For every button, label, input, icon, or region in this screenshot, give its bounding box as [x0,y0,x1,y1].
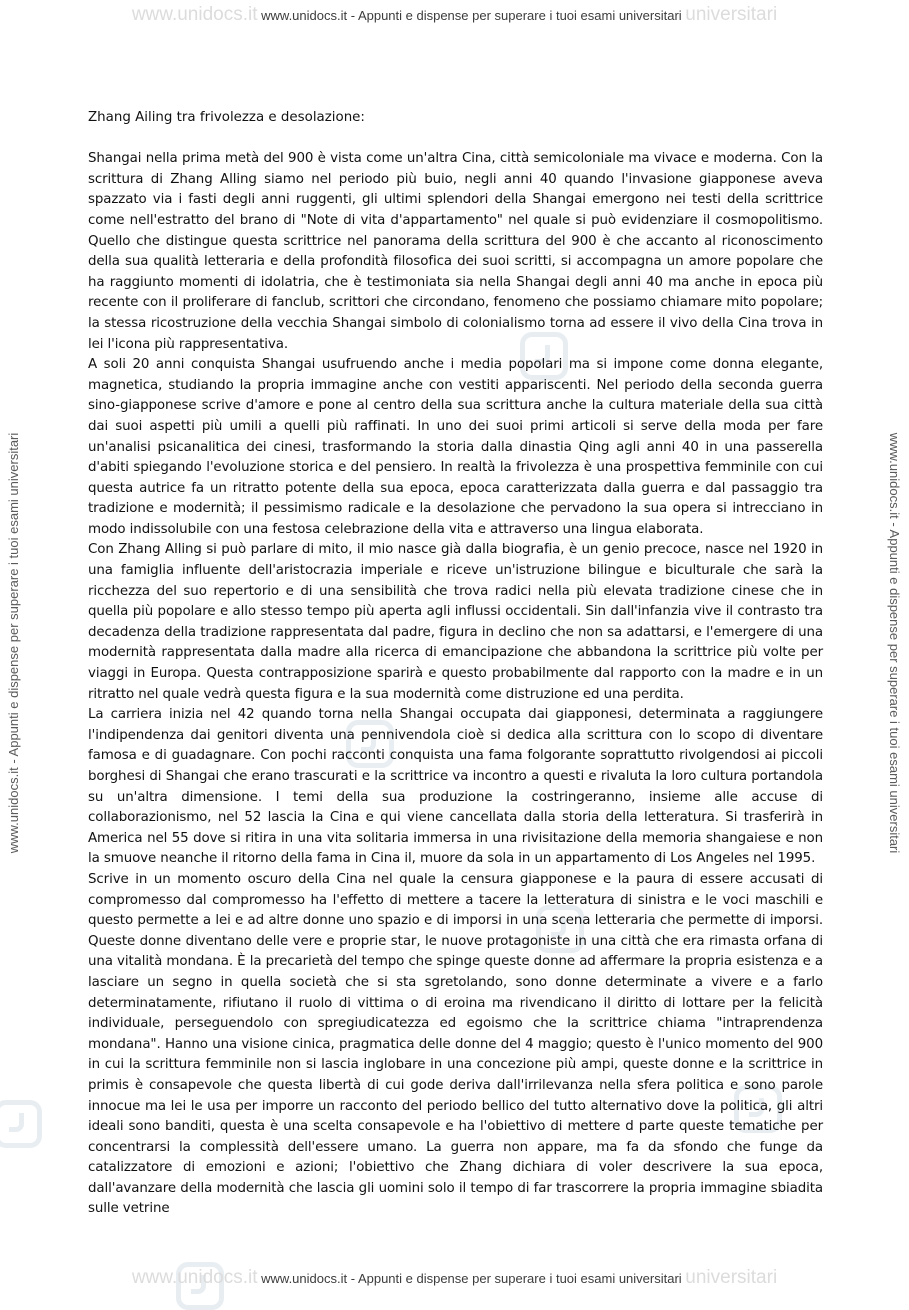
footer-ghost-left: www.unidocs.it [131,1267,258,1288]
paragraph-biography: Con Zhang Alling si può parlare di mito, il mio nasce già dalla biografia, è un genio precoce, nasce nel 1920 in una famiglia influente dell'aristocrazia imperiale e riceve un'istruzione bilingue e biculturale che sarà la ricchezza del suo repertorio e di una sensibilità che trova radici nella più elevata tradizione cinese che in quella più popolare e allo stesso tempo più aperta agli influssi occidentali. Sin dall'infanzia vive il contrasto tra decadenza della tradizione rappresentata dal padre, figura in declino che non sa adattarsi, e l'emergere di una modernità rappresentata dalla madre alla ricerca di emancipazione che abbandona la scrittrice più volte per viaggi in Europa. Questa contrapposizione sparirà e questo probabilmente dal rapporto con la madre e in un ritratto nel quale vedrà questa figura e la sua modernità come distruzione ed una perdita. [88,542,823,702]
paragraph-shangai-intro: Shangai nella prima metà del 900 è vista come un'altra Cina, città semicoloniale ma vivace e moderna. Con la scrittura di Zhang Alling siamo nel periodo più buio, negli anni 40 quando l'invasione giapponese aveva spazzato via i fasti degli anni ruggenti, gli ultimi splendori della Shangai emergono nei testi della scrittrice come nell'estratto del brano di "Note di vita d'appartamento" nel quale si può evidenziare il cosmopolitismo. Quello che distingue questa scrittrice nel panorama della scrittura del 900 è che accanto al riconoscimento della sua qualità letteraria e della profondità filosofica dei suoi scritti, si accompagna un amore popolare che ha raggiunto momenti di idolatria, che è testimoniata sia nella Shangai degli anni 40 ma anche in epoca più recente con il proliferare di fanclub, scrittori che circondano, fenomeno che possiamo chiamare mito popolare; la stessa ricostruzione della vecchia Shangai simbolo di colonialismo torna ad essere il vivo della Cina trova in lei l'icona più rappresentativa. [88,151,823,352]
paragraph-career: La carriera inizia nel 42 quando torna nella Shangai occupata dai giapponesi, determinata a raggiungere l'indipendenza dai genitori diventa una pennivendola cioè si dedica alla scrittura con lo scopo di diventare famosa e di guadagnare. Con pochi racconti conquista una fama folgorante soprattutto rivolgendosi ai piccoli borghesi di Shangai che erano trascurati e la scrittrice va incontro a questi e rivaluta la loro cultura portandola su un'altra dimensione. I temi della sua produzione la costringeranno, insieme alle accuse di collaborazionismo, nel 52 lascia la Cina e qui viene cancellata dalla storia della letteratura. Si trasferirà in America nel 55 dove si ritira in una vita solitaria immersa in una rivisitazione della memoria shangaiese e non la smuove neanche il ritorno della fama in Cina il, muore da sola in un appartamento di Los Angeles nel 1995. [88,707,823,867]
paragraph-women-writers: Scrive in un momento oscuro della Cina nel quale la censura giapponese e la paura di essere accusati di compromesso dal compromesso ha l'effetto di mettere a tacere la letteratura di sinistra e le voci maschili e questo permette a lei e ad altre donne uno spazio e di imporsi in una scena letteraria che permette di imporsi. Queste donne diventano delle vere e proprie star, le nuove protagoniste in una città che era rimasta orfana di una vitalità mondana. È la precarietà del tempo che spinge queste donne ad affermare la propria esistenza e a lasciare un segno in quella società che si sta sgretolando, sono donne determinate a vivere e a farlo determinatamente, rifiutano il ruolo di vittima o di eroina ma rivendicano il diritto di lottare per la felicità individuale, perseguendolo con spregiudicatezza ed egoismo che la scrittrice chiama "intraprendenza mondana". Hanno una visione cinica, pragmatica delle donne del 4 maggio; questo è l'unico momento del 900 in cui la scrittura femminile non si lascia inglobare in una concezione più ampi, queste donne e la scrittrice in primis è consapevole che questa libertà di cui gode deriva dall'irrilevanza nella sfera politica e sono parole innocue ma lei le usa per imporre un racconto del periodo bellico del tutto alternativo dove la politica, gli altri ideali sono banditi, questa è una scelta consapevole e ha l'obiettivo di mettere d parte queste tematiche per concentrarsi la complessità dell'essere umano. La guerra non appare, ma fa da sfondo che funge da catalizzatore di emozioni e azioni; l'obiettivo che Zhang dichiara di voler descrivere la sua epoca, dall'avanzare della modernità che lascia gli uomini solo il tempo di far trascorrere la propria immagine sbiadita sulle vetrine [88,871,823,1217]
document-title: Zhang Ailing tra frivolezza e desolazione: [88,110,365,125]
footer-watermark-text: www.unidocs.it - Appunti e dispense per superare i tuoi esami universitari [261,1271,682,1286]
paragraph-early-career: A soli 20 anni conquista Shangai usufruendo anche i media popolari ma si impone come donna elegante, magnetica, studiando la propria immagine anche con vestiti appariscenti. Nel periodo della seconda guerra sino-giapponese scrive d'amore e pone al centro della sua scrittura anche la cultura materiale della sua città dai suoi aspetti più umili a quelli più raffinati. In uno dei suoi primi articoli si serve della moda per fare un'analisi psicanalitica dei cinesi, trasformando la storia dalla dinastia Qing agli anni 40 in una passerella d'abiti spiegando l'evoluzione storica e del pensiero. In realtà la frivolezza è una prospettiva femminile con cui questa autrice fa un ritratto potente della sua epoca, epoca caratterizzata dalla guerra e dal passaggio tra tradizione e modernità; il pessimismo radicale e la desolazione che pervadono la sua opera si intrecciano in modo indissolubile con una festosa celebrazione della vita e attraverso una lingua elaborata. [88,357,823,537]
header-ghost-right: universitari [685,4,778,25]
right-side-watermark: www.unidocs.it - Appunti e dispense per superare i tuoi esami universitari [887,432,902,854]
header-watermark-text: www.unidocs.it - Appunti e dispense per superare i tuoi esami universitari [261,8,682,23]
document-body [88,108,823,1220]
footer-ghost-right: universitari [685,1267,778,1288]
header-watermark [0,4,909,26]
header-ghost-left: www.unidocs.it [131,4,258,25]
watermark-logo-icon [0,1100,42,1148]
left-side-watermark: www.unidocs.it - Appunti e dispense per superare i tuoi esami universitari [6,432,21,854]
